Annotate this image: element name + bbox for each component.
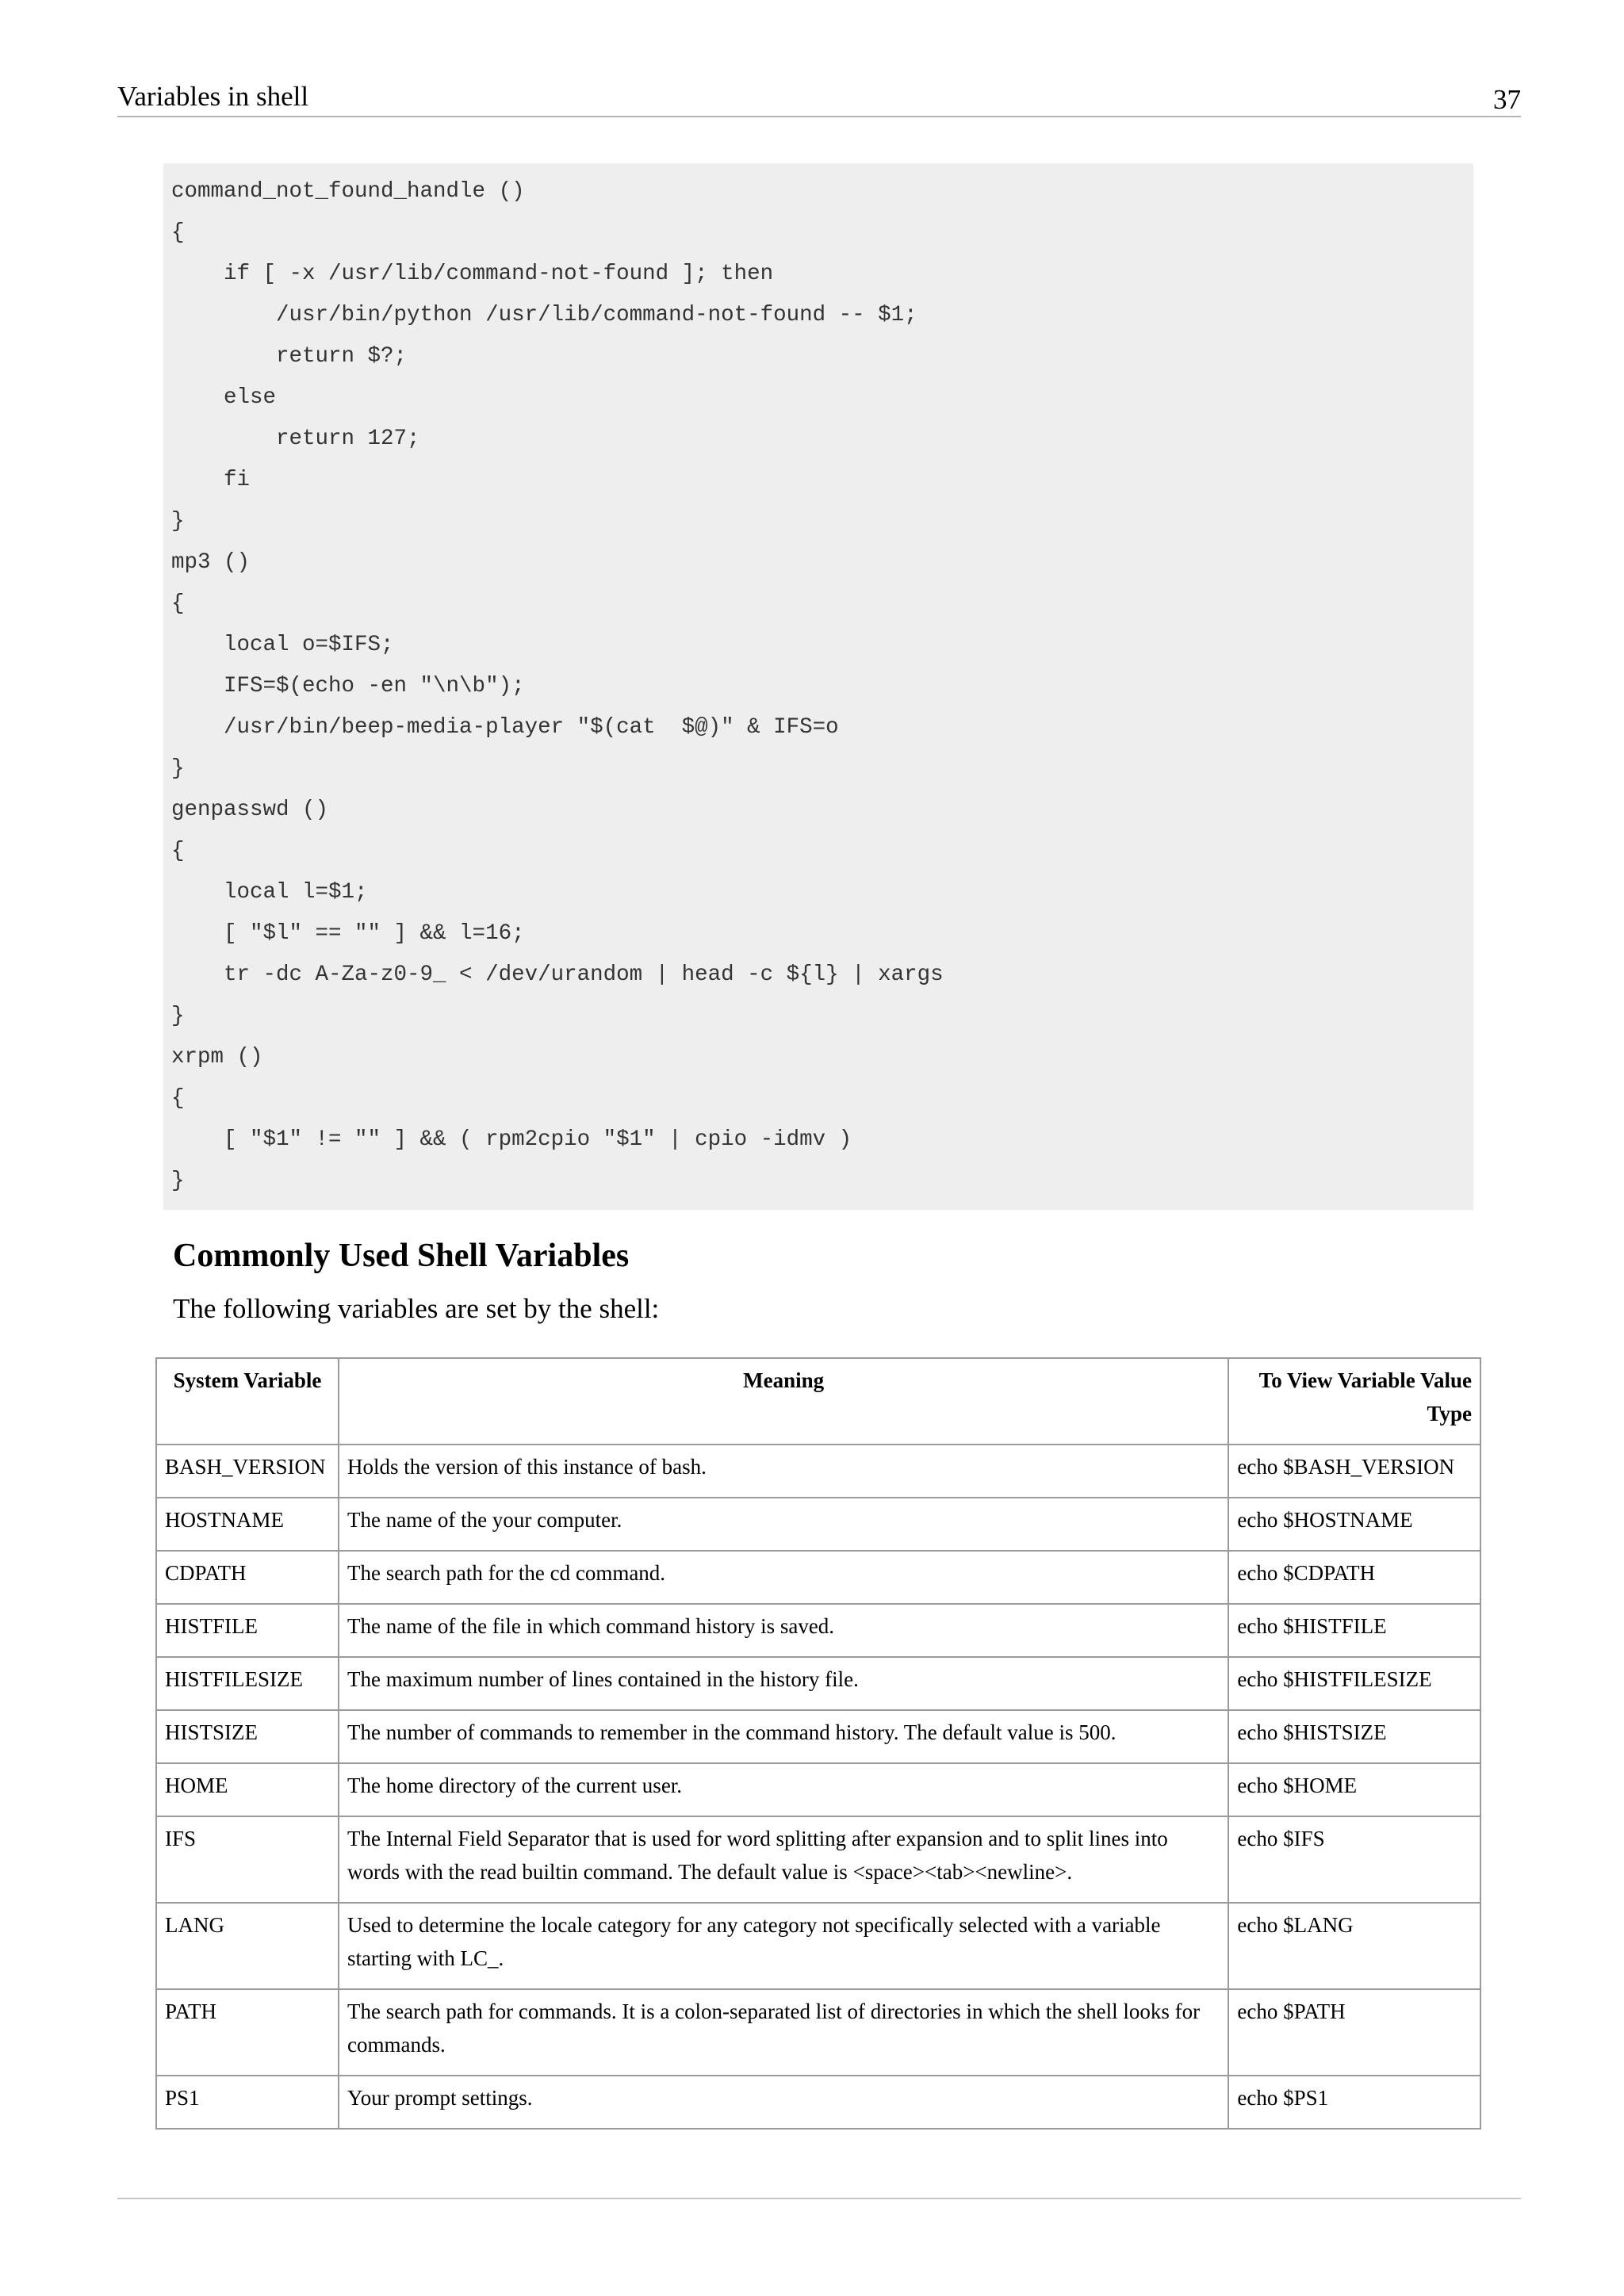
cell-variable: PATH bbox=[156, 1989, 339, 2076]
code-line: } bbox=[171, 1004, 185, 1028]
cell-view: echo $CDPATH bbox=[1228, 1551, 1480, 1604]
cell-meaning: The Internal Field Separator that is used for word splitting after expansion and to split lines into words with the read builtin command. The default value is <space><tab><newline>. bbox=[339, 1816, 1228, 1903]
cell-variable: IFS bbox=[156, 1816, 339, 1903]
code-line: tr -dc A-Za-z0-9_ < /dev/urandom | head -c ${l} | xargs bbox=[171, 962, 944, 987]
running-title: Variables in shell bbox=[117, 81, 309, 112]
cell-view: echo $IFS bbox=[1228, 1816, 1480, 1903]
cell-view: echo $HOME bbox=[1228, 1763, 1480, 1816]
table-row bbox=[156, 1710, 1480, 1763]
code-line: fi bbox=[171, 468, 251, 492]
cell-variable: CDPATH bbox=[156, 1551, 339, 1604]
header-meaning: Meaning bbox=[339, 1358, 1228, 1445]
cell-view: echo $HISTFILESIZE bbox=[1228, 1657, 1480, 1710]
cell-meaning: The name of the file in which command history is saved. bbox=[339, 1604, 1228, 1657]
code-block bbox=[163, 163, 1473, 1210]
code-line: } bbox=[171, 509, 185, 534]
cell-view: echo $PS1 bbox=[1228, 2076, 1480, 2129]
table-row bbox=[156, 1989, 1480, 2076]
cell-view: echo $LANG bbox=[1228, 1903, 1480, 1989]
cell-meaning: The home directory of the current user. bbox=[339, 1763, 1228, 1816]
cell-view: echo $HISTSIZE bbox=[1228, 1710, 1480, 1763]
code-line: /usr/bin/beep-media-player "$(cat $@)" & IFS=o bbox=[171, 715, 839, 740]
code-line: return $?; bbox=[171, 344, 408, 369]
code-line: local o=$IFS; bbox=[171, 633, 394, 657]
code-line: mp3 () bbox=[171, 550, 251, 575]
cell-meaning: The search path for the cd command. bbox=[339, 1551, 1228, 1604]
table-row bbox=[156, 1657, 1480, 1710]
code-line: /usr/bin/python /usr/lib/command-not-found -- $1; bbox=[171, 303, 917, 327]
table-row bbox=[156, 2076, 1480, 2129]
cell-variable: PS1 bbox=[156, 2076, 339, 2129]
table-row bbox=[156, 1604, 1480, 1657]
table-row bbox=[156, 1903, 1480, 1989]
cell-variable: HISTFILESIZE bbox=[156, 1657, 339, 1710]
code-line: [ "$1" != "" ] && ( rpm2cpio "$1" | cpio -idmv ) bbox=[171, 1127, 852, 1152]
cell-variable: HISTSIZE bbox=[156, 1710, 339, 1763]
section-title: Commonly Used Shell Variables bbox=[173, 1238, 630, 1274]
code-line: } bbox=[171, 756, 185, 781]
table-row bbox=[156, 1445, 1480, 1498]
code-line: if [ -x /usr/lib/command-not-found ]; then bbox=[171, 262, 774, 286]
page-header bbox=[117, 78, 1521, 117]
footer-divider bbox=[117, 2198, 1521, 2199]
table-row bbox=[156, 1498, 1480, 1551]
code-line: genpasswd () bbox=[171, 798, 329, 822]
table-row bbox=[156, 1816, 1480, 1903]
shell-variables-table bbox=[155, 1357, 1481, 2130]
code-line: } bbox=[171, 1169, 185, 1193]
cell-variable: HOSTNAME bbox=[156, 1498, 339, 1551]
cell-meaning: The maximum number of lines contained in the history file. bbox=[339, 1657, 1228, 1710]
page-number: 37 bbox=[1493, 84, 1521, 115]
cell-meaning: The number of commands to remember in the command history. The default value is 500. bbox=[339, 1710, 1228, 1763]
header-view-value: To View Variable Value Type bbox=[1228, 1358, 1480, 1445]
code-line: xrpm () bbox=[171, 1045, 263, 1070]
cell-view: echo $HOSTNAME bbox=[1228, 1498, 1480, 1551]
code-line: command_not_found_handle () bbox=[171, 179, 525, 204]
cell-meaning: Your prompt settings. bbox=[339, 2076, 1228, 2129]
code-line: IFS=$(echo -en "\n\b"); bbox=[171, 674, 525, 698]
code-line: local l=$1; bbox=[171, 880, 368, 905]
header-system-variable: System Variable bbox=[156, 1358, 339, 1445]
code-line: else bbox=[171, 385, 277, 410]
section-intro: The following variables are set by the shell: bbox=[173, 1293, 660, 1324]
code-line: { bbox=[171, 591, 185, 616]
code-line: { bbox=[171, 839, 185, 863]
code-line: { bbox=[171, 220, 185, 245]
code-line: return 127; bbox=[171, 427, 420, 451]
cell-variable: LANG bbox=[156, 1903, 339, 1989]
cell-meaning: The name of the your computer. bbox=[339, 1498, 1228, 1551]
table-row bbox=[156, 1763, 1480, 1816]
cell-variable: HOME bbox=[156, 1763, 339, 1816]
cell-view: echo $PATH bbox=[1228, 1989, 1480, 2076]
table-row bbox=[156, 1551, 1480, 1604]
cell-variable: HISTFILE bbox=[156, 1604, 339, 1657]
cell-meaning: Holds the version of this instance of bash. bbox=[339, 1445, 1228, 1498]
cell-meaning: Used to determine the locale category for any category not specifically selected with a variable starting with LC_. bbox=[339, 1903, 1228, 1989]
code-line: { bbox=[171, 1086, 185, 1111]
cell-variable: BASH_VERSION bbox=[156, 1445, 339, 1498]
cell-view: echo $BASH_VERSION bbox=[1228, 1445, 1480, 1498]
cell-meaning: The search path for commands. It is a colon-separated list of directories in which the shell looks for commands. bbox=[339, 1989, 1228, 2076]
code-line: [ "$l" == "" ] && l=16; bbox=[171, 921, 525, 946]
table-header-row bbox=[156, 1358, 1480, 1445]
cell-view: echo $HISTFILE bbox=[1228, 1604, 1480, 1657]
